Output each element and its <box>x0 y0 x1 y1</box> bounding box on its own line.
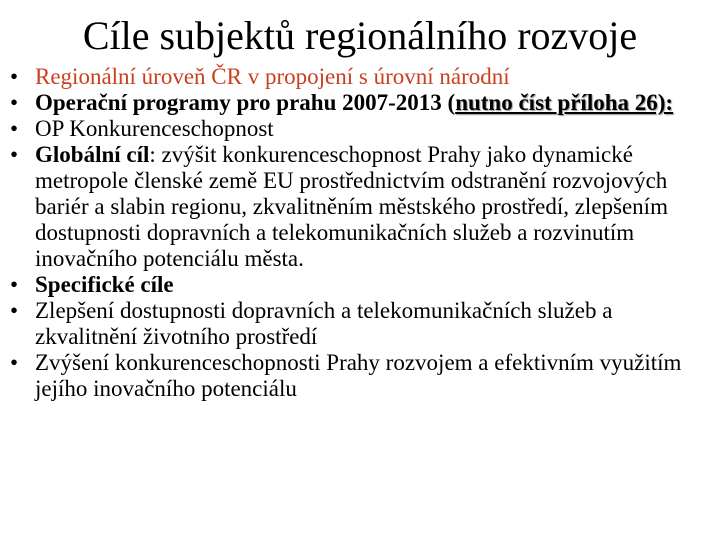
bullet-icon: • <box>9 142 19 167</box>
bullet-icon: • <box>9 298 19 323</box>
bullet-bold-text: Operační programy pro prahu 2007-2013 ( <box>35 90 456 115</box>
slide-title: Cíle subjektů regionálního rozvoje <box>82 13 638 58</box>
bullet-item-regional-level <box>0 64 720 90</box>
bullet-bold-text: Specifické cíle <box>35 272 174 297</box>
bullet-item-operational-programs <box>0 90 720 116</box>
bullet-text: Zlepšení dostupnosti dopravních a telekomunikačních služeb a zkvalitnění životního prostředí <box>35 298 613 349</box>
bullet-icon: • <box>9 116 19 141</box>
bullet-icon: • <box>9 350 19 375</box>
bullet-icon: • <box>9 64 19 89</box>
bullet-text: OP Konkurenceschopnost <box>35 116 274 141</box>
bullet-icon: • <box>9 90 19 115</box>
bullet-item-op-competitiveness <box>0 116 720 142</box>
bullet-item-transport-improvement <box>0 298 720 350</box>
bullet-item-competitiveness-increase <box>0 350 720 402</box>
bullet-item-specific-goals <box>0 272 720 298</box>
bullet-text: : zvýšit konkurenceschopnost Prahy jako dynamické metropole členské země EU prostřednictvím odstranění rozvojových bariér a slabin regionu, zkvalitněním městského prostředí, zlepšením dostupnosti dopravních a telekomunikačních služeb a rozvinutím inovačního potenciálu města. <box>35 142 668 271</box>
bullet-item-global-goal <box>0 142 720 272</box>
bullet-text: Regionální úroveň ČR v propojení s úrovní národní <box>35 64 510 89</box>
attachment-link[interactable]: nutno číst příloha 26): <box>455 90 674 115</box>
bullet-icon: • <box>9 272 19 297</box>
bullet-text: Zvýšení konkurenceschopnosti Prahy rozvojem a efektivním využitím jejího inovačního potenciálu <box>35 350 682 401</box>
bullet-list <box>0 64 720 402</box>
bullet-bold-text: Globální cíl <box>35 142 150 167</box>
